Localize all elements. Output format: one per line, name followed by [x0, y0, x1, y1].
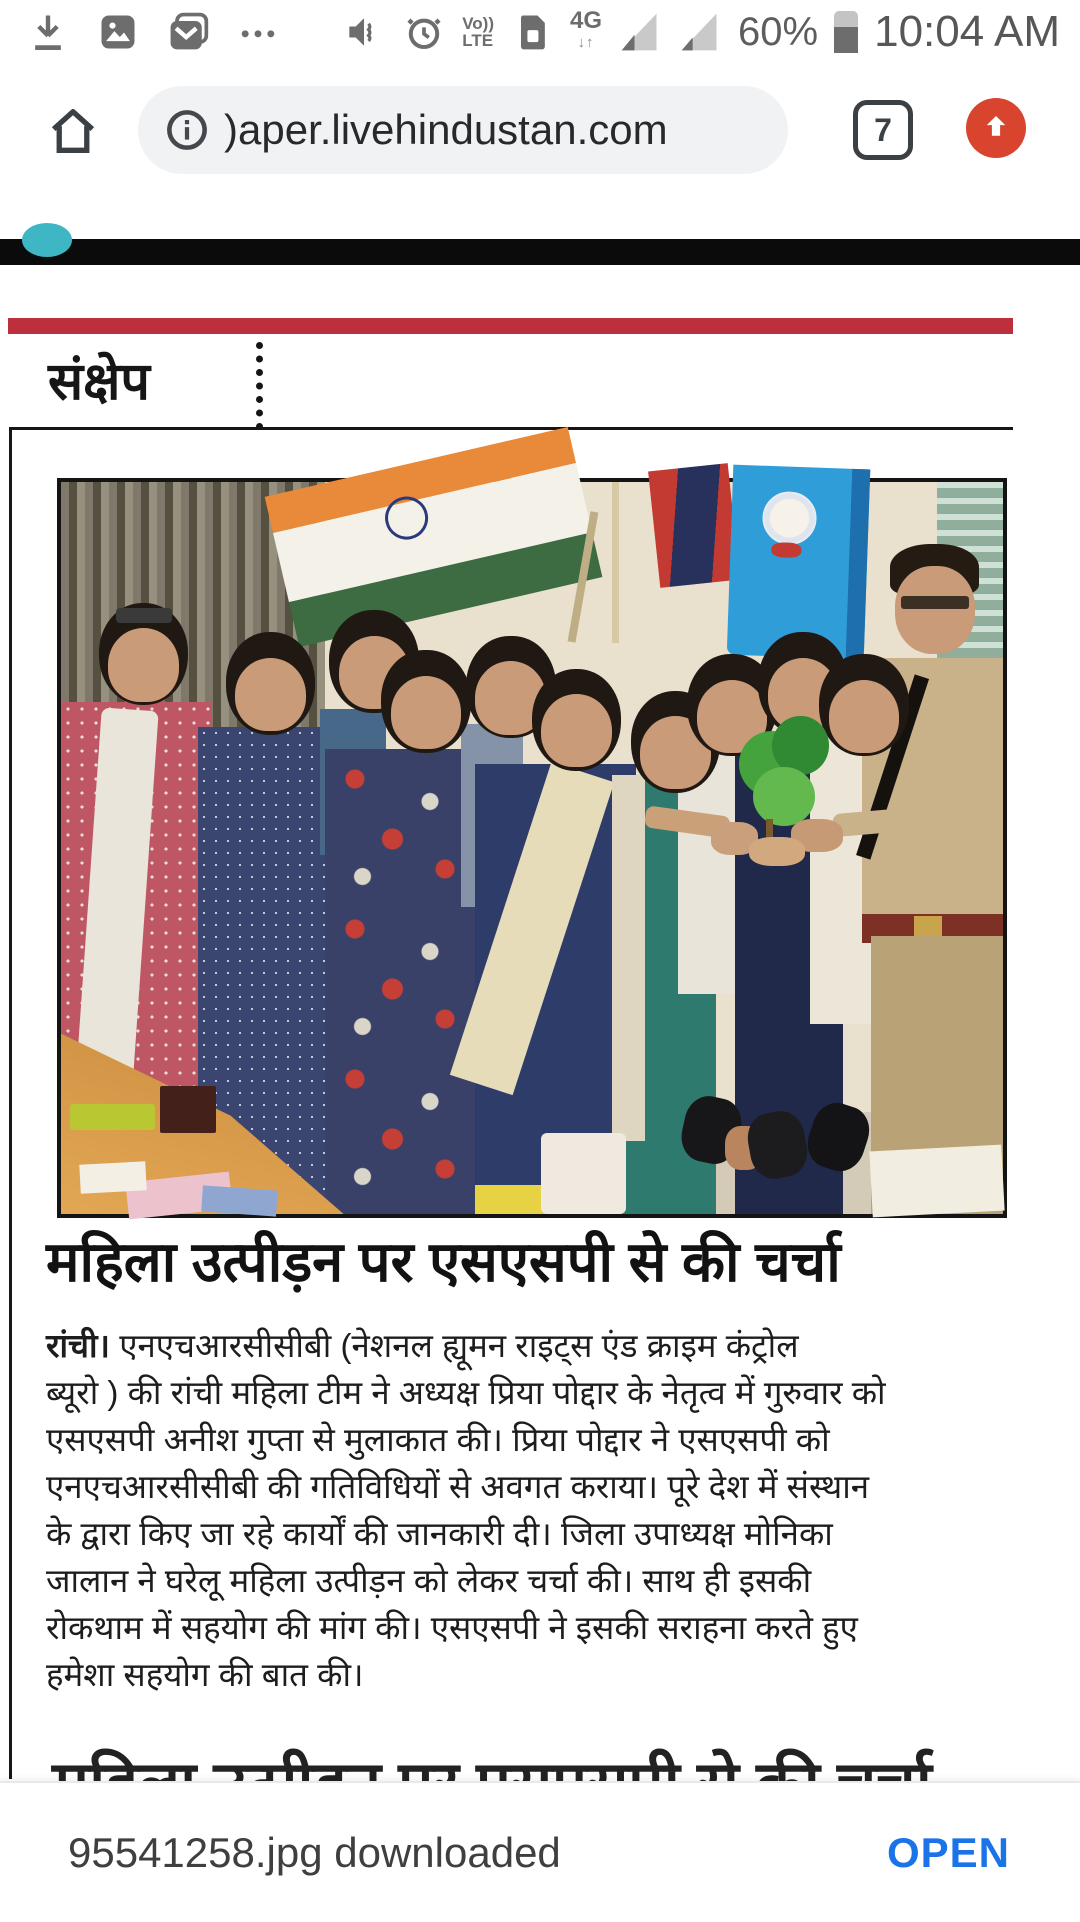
next-headline-clipped [52, 1748, 1008, 1779]
system-status-icons [342, 7, 1080, 57]
article-body [46, 1322, 1014, 1698]
shawl [612, 775, 645, 1141]
body-line: रांची। एनएचआरसीसीबी (नेशनल ह्यूमन राइट्स एंड क्राइम कंट्रोल [46, 1327, 799, 1364]
page-top-strip [0, 239, 1080, 265]
tab-count: 7 [874, 111, 892, 148]
address-bar[interactable] [138, 86, 788, 174]
gallery-icon [96, 10, 140, 54]
horizontal-rule [9, 427, 1013, 430]
face [829, 680, 900, 753]
home-icon[interactable] [44, 102, 102, 160]
india-flag [264, 427, 601, 647]
paper-stack [869, 1145, 1004, 1218]
article-headline: महिला उत्पीड़न पर एसएसपी से की चर्चा [46, 1230, 841, 1293]
mail-icon [166, 10, 210, 54]
download-icon [26, 10, 70, 54]
table-item [160, 1086, 217, 1134]
chrome-update-button[interactable] [966, 98, 1026, 158]
body-line: एनएचआरसीसीबी की गतिविधियों से अवगत कराया। पूरे देश में संस्थान [46, 1468, 870, 1505]
sunglasses [116, 608, 173, 623]
body-line: जालान ने घरेलू महिला उत्पीड़न को लेकर चर्चा की। साथ ही इसकी [46, 1562, 812, 1599]
overflow-dots-icon [236, 10, 280, 54]
info-icon[interactable] [164, 107, 210, 153]
4g-network-icon: 4G ↓↑ [570, 7, 603, 51]
signal-icon [678, 10, 722, 54]
section-title: संक्षेप [48, 353, 150, 411]
section-accent-bar [8, 318, 1013, 334]
sapling-leaves [772, 716, 829, 775]
body-line: के द्वारा किए जा रहे कार्यों की जानकारी दी। जिला उपाध्यक्ष मोनिका [46, 1515, 833, 1552]
download-snackbar[interactable] [0, 1781, 1080, 1922]
signal-icon [618, 10, 662, 54]
url-text: )aper.livehindustan.com [224, 106, 668, 153]
arrow-up-icon [979, 111, 1013, 145]
volte-icon: Vo)) LTE [462, 14, 495, 50]
face [108, 628, 179, 701]
sim-icon [510, 10, 554, 54]
police-stripe-flag [649, 464, 741, 589]
white-bag [541, 1133, 626, 1214]
alarm-icon [402, 10, 446, 54]
dotted-divider [256, 342, 263, 430]
status-bar [0, 0, 1080, 64]
download-message: 95541258.jpg downloaded [68, 1828, 561, 1876]
dateline: रांची। [46, 1327, 111, 1364]
article-photo[interactable] [57, 478, 1007, 1218]
face [541, 694, 612, 767]
officer-glasses [901, 596, 969, 609]
tab-switcher-button[interactable] [853, 100, 913, 160]
paper [79, 1161, 146, 1194]
notification-icons [0, 10, 280, 54]
body-line: एसएसपी अनीश गुप्ता से मुलाकात की। प्रिया पोद्दार ने एसएसपी को [46, 1421, 830, 1458]
teal-indicator [22, 223, 72, 257]
officer-face [895, 566, 975, 654]
flag-pole [612, 482, 619, 643]
clock-time: 10:04 AM [874, 7, 1060, 56]
browser-toolbar [0, 64, 1080, 200]
police-blue-flag [727, 465, 870, 660]
open-button[interactable]: OPEN [886, 1828, 1010, 1876]
table-item [70, 1104, 155, 1130]
mute-vibrate-icon [342, 10, 386, 54]
battery-icon [834, 11, 858, 53]
body-line: रोकथाम में सहयोग की मांग की। एसएसपी ने इसकी सराहना करते हुए [46, 1609, 858, 1646]
article-left-border [9, 427, 12, 1779]
face [235, 658, 306, 731]
body-line: ब्यूरो ) की रांची महिला टीम ने अध्यक्ष प्रिया पोद्दार के नेतृत्व में गुरुवार को [46, 1374, 886, 1411]
body-line: हमेशा सहयोग की बात की। [46, 1656, 364, 1693]
hands [749, 837, 806, 866]
sapling-leaves [753, 767, 814, 826]
battery-percent: 60% [738, 9, 819, 54]
face [391, 676, 462, 749]
